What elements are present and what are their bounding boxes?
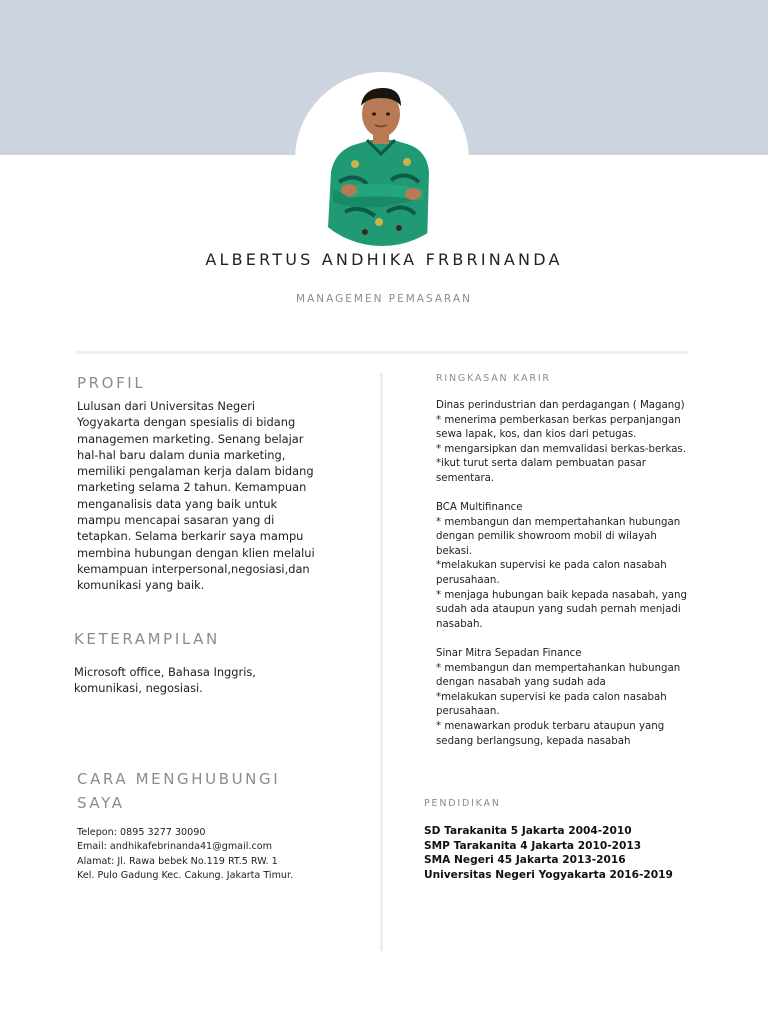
profile-photo [295, 72, 469, 246]
contact-heading-line2: SAYA [77, 794, 125, 812]
job-line: *melakukan supervisi ke pada calon nasabah [436, 560, 667, 572]
job-line: sedang berlangsung, kepada nasabah [436, 735, 631, 747]
contact-address-line1: Alamat: Jl. Rawa bebek No.119 RT.5 RW. 1 [77, 855, 278, 867]
job-line: * membangun dan mempertahankan hubungan [436, 516, 681, 528]
job-line: BCA Multifinance [436, 502, 523, 513]
career-job-1 [436, 399, 736, 487]
education-item: SMA Negeri 45 Jakarta 2013-2016 [424, 854, 626, 867]
education-item: SMP Tarakanita 4 Jakarta 2010-2013 [424, 839, 642, 852]
vertical-divider [380, 373, 383, 951]
job-line: sementara. [436, 472, 495, 484]
person-portrait-icon [295, 72, 469, 246]
job-line: * mengarsipkan dan memvalidasi berkas-berkas. [436, 443, 686, 455]
horizontal-divider [76, 351, 688, 354]
job-line: *ikut turut serta dalam pembuatan pasar [436, 458, 646, 470]
job-line: * menawarkan produk terbaru ataupun yang [436, 720, 665, 732]
contact-email: Email: andhikafebrinanda41@gmail.com [77, 841, 272, 853]
job-title: MANAGEMEN PEMASARAN [296, 293, 472, 305]
job-line: sudah ada ataupun yang sudah pernah menjadi [436, 604, 681, 616]
contact-details [77, 826, 293, 884]
contact-heading-line1: CARA MENGHUBUNGI [77, 770, 281, 788]
job-line: dengan nasabah yang sudah ada [436, 677, 606, 689]
job-line: Dinas perindustrian dan perdagangan ( Magang) [436, 400, 685, 411]
job-line: Sinar Mitra Sepadan Finance [436, 648, 582, 659]
career-job-2 [436, 501, 736, 632]
education-item: SD Tarakanita 5 Jakarta 2004-2010 [424, 825, 632, 837]
job-line: * menerima pemberkasan berkas perpanjangan [436, 414, 681, 426]
full-name: ALBERTUS ANDHIKA FRBRINANDA [205, 250, 563, 269]
job-line: nasabah. [436, 618, 483, 630]
job-line: *melakukan supervisi ke pada calon nasabah [436, 691, 667, 703]
job-line: bekasi. [436, 545, 473, 557]
career-job-3 [436, 647, 736, 749]
contact-phone: Telepon: 0895 3277 30090 [77, 827, 206, 838]
contact-address-line2: Kel. Pulo Gadung Kec. Cakung. Jakarta Timur. [77, 870, 294, 882]
job-line: sewa lapak, kos, dan kios dari petugas. [436, 429, 637, 441]
profile-heading: PROFIL [77, 374, 146, 392]
profile-text: Lulusan dari Universitas Negeri Yogyakarta dengan spesialis di bidang managemen marketing. Senang belajar hal-hal baru dalam dunia marketing, memiliki pengalaman kerja dalam bidang marketing selama 2 tahun. Kemampuan menganalisis data yang baik untuk mampu mencapai sasaran yang di tetapkan. Selama berkarir saya mampu membina hubungan dengan klien melalui kemampuan interpersonal,negosiasi,dan komunikasi yang baik. [77, 399, 315, 593]
education-list [424, 824, 673, 882]
skills-text: Microsoft office, Bahasa Inggris, komunikasi, negosiasi. [74, 665, 256, 696]
education-heading: PENDIDIKAN [424, 798, 501, 809]
skills-heading: KETERAMPILAN [74, 630, 220, 648]
job-line: * membangun dan mempertahankan hubungan [436, 662, 681, 674]
job-line: perusahaan. [436, 574, 500, 586]
career-heading: RINGKASAN KARIR [436, 373, 551, 384]
job-line: perusahaan. [436, 706, 500, 718]
education-item: Universitas Negeri Yogyakarta 2016-2019 [424, 868, 673, 881]
job-line: * menjaga hubungan baik kepada nasabah, yang [436, 589, 687, 601]
job-line: dengan pemilik showroom mobil di wilayah [436, 531, 657, 543]
